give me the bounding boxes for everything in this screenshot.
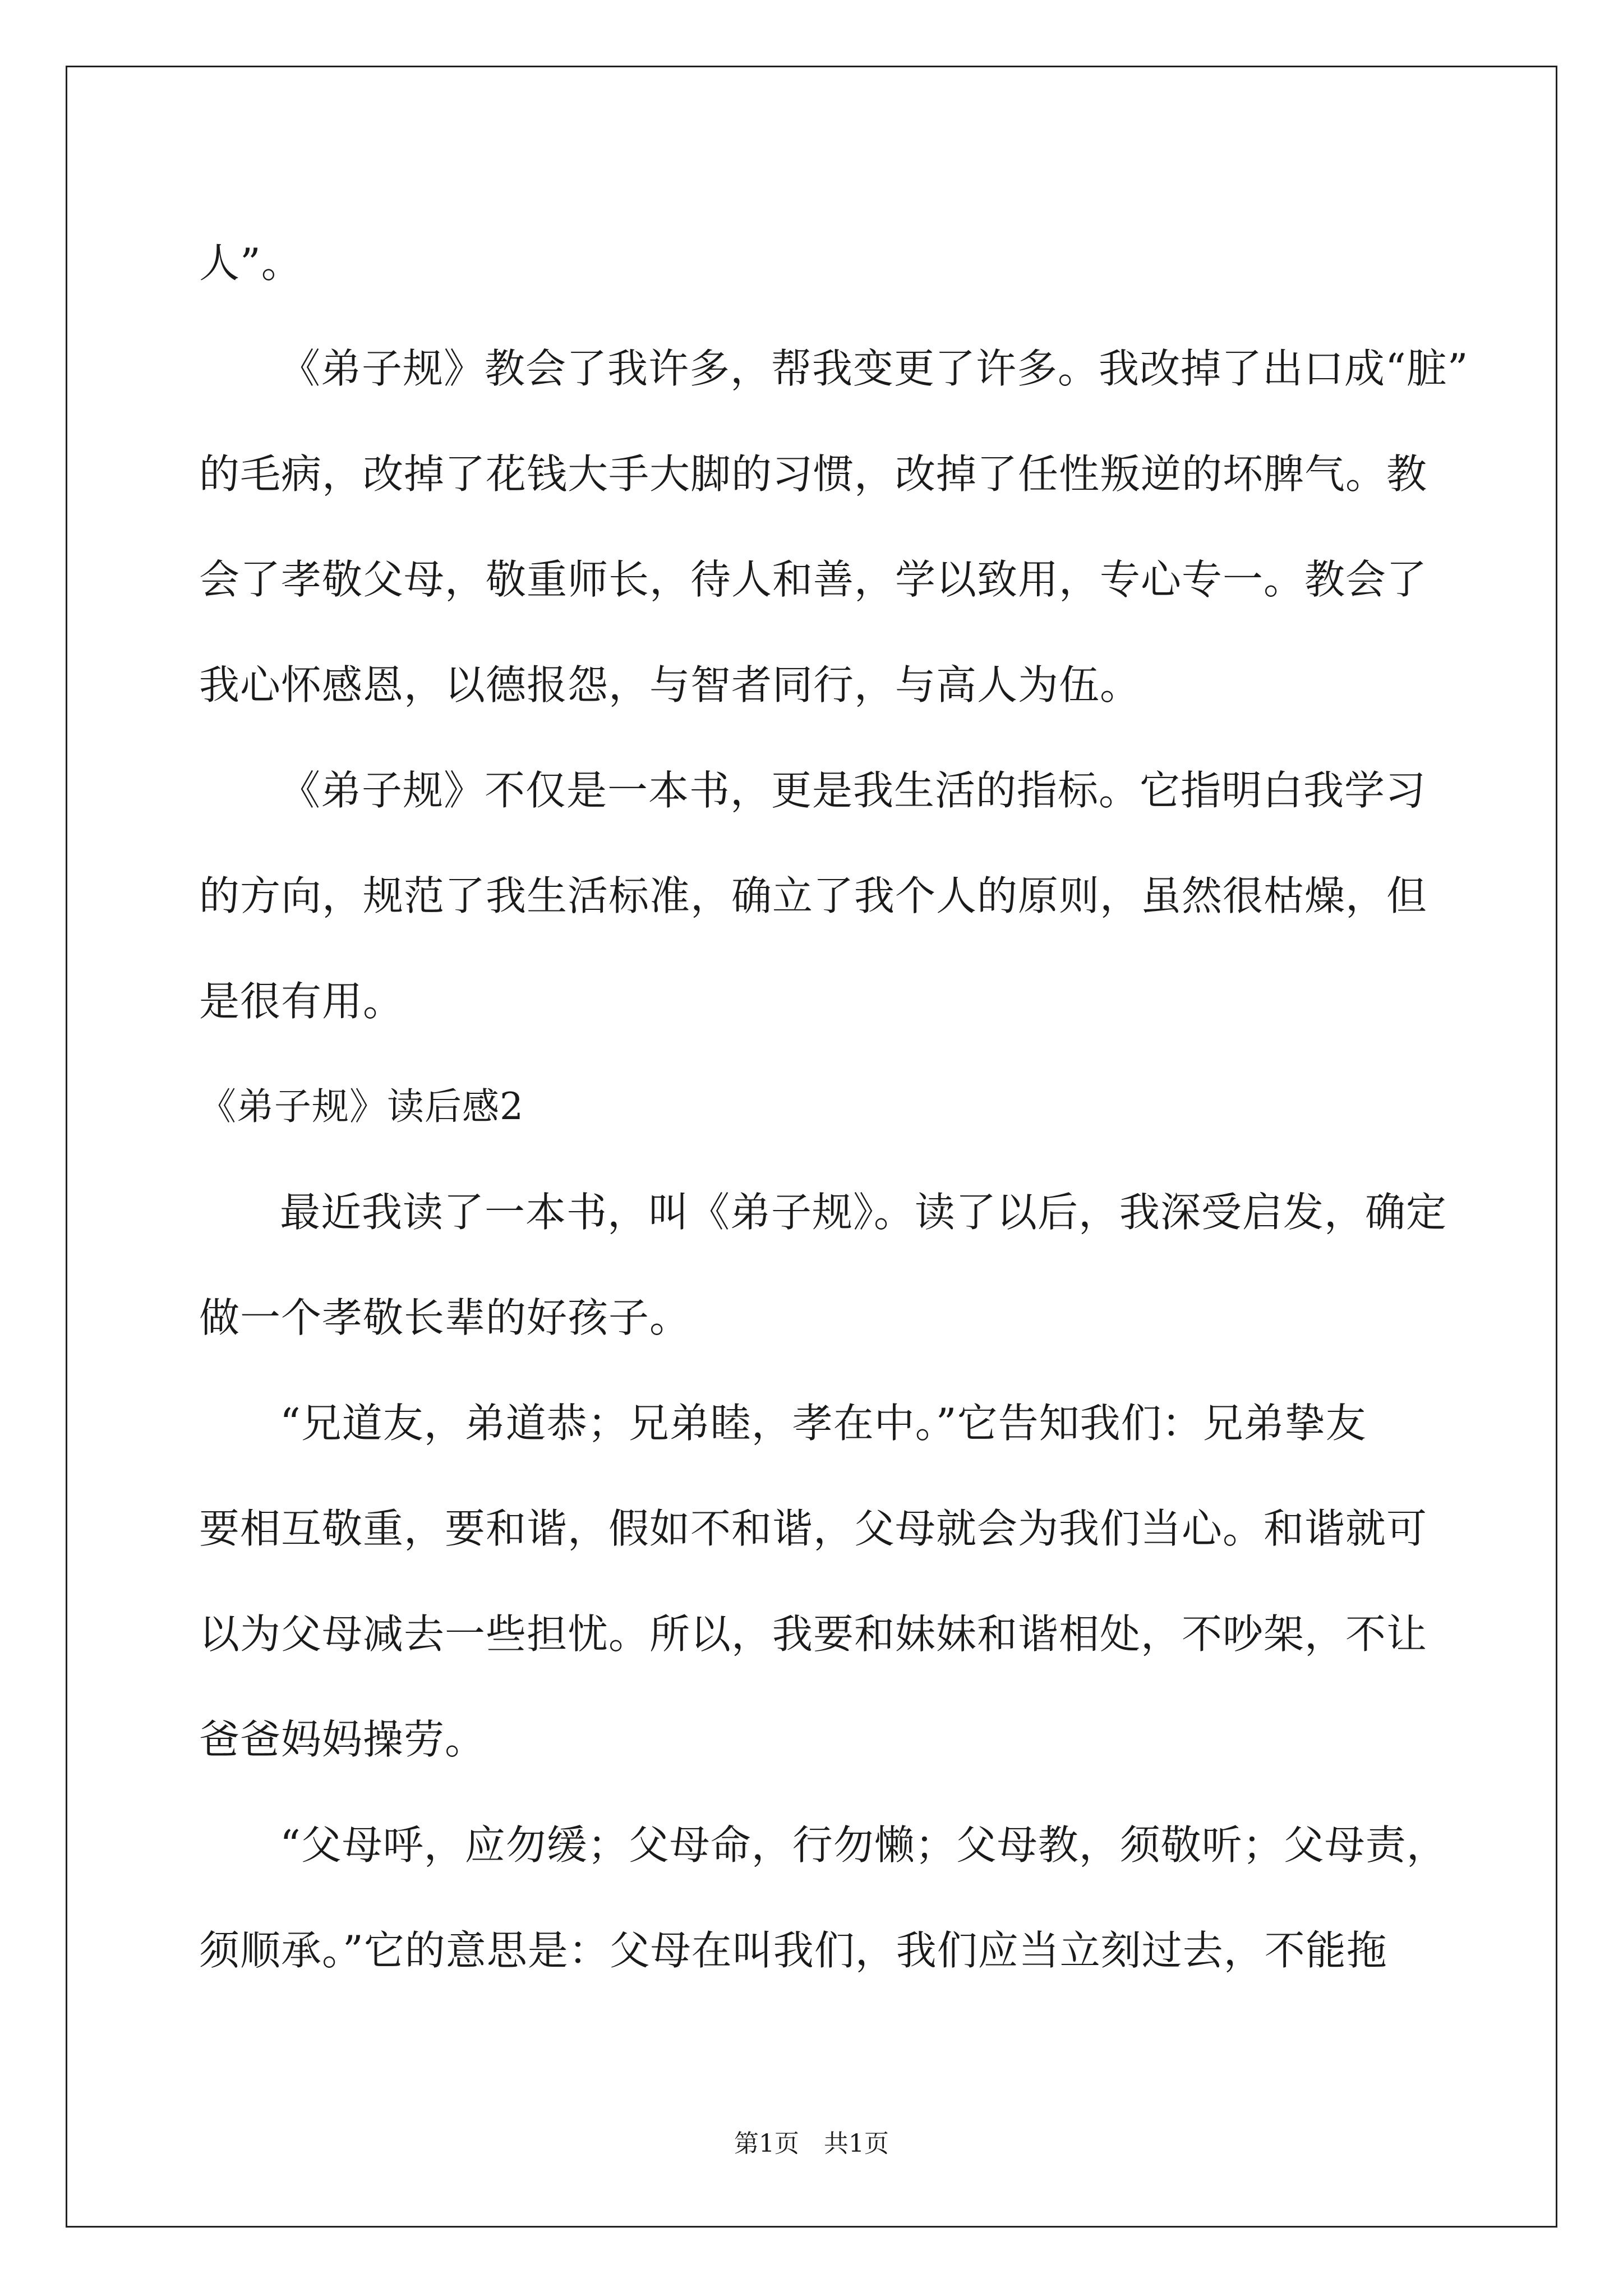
page-number: 第1页	[734, 2129, 799, 2158]
paragraph-start: 最近我读了一本书，叫《弟子规》。读了以后，我深受启发，确定	[280, 1189, 1447, 1236]
text-line: 我心怀感恩，以德报怨，与智者同行，与高人为伍。	[199, 661, 1141, 708]
text-line: 以为父母减去一些担忧。所以，我要和妹妹和谐相处，不吵架，不让	[199, 1611, 1428, 1658]
page-total: 共1页	[824, 2129, 889, 2158]
text-line: 的方向，规范了我生活标准，确立了我个人的原则，虽然很枯燥，但	[199, 872, 1428, 919]
paragraph-start: 《弟子规》不仅是一本书，更是我生活的指标。它指明白我学习	[280, 767, 1427, 814]
text-line: 的毛病，改掉了花钱大手大脚的习惯，改掉了任性叛逆的坏脾气。教	[199, 450, 1428, 498]
paragraph-start: “兄道友，弟道恭；兄弟睦，孝在中。”它告知我们：兄弟挚友	[280, 1400, 1367, 1447]
text-line: 爸爸妈妈操劳。	[199, 1716, 486, 1763]
paragraph-start: 《弟子规》教会了我许多，帮我变更了许多。我改掉了出口成“脏”	[280, 345, 1469, 392]
text-line: 做一个孝敬长辈的好孩子。	[199, 1294, 691, 1341]
text-line: 须顺承。”它的意思是：父母在叫我们，我们应当立刻过去，不能拖	[199, 1927, 1387, 1974]
document-body	[199, 210, 1469, 2003]
paragraph-start: “父母呼，应勿缓；父母命，行勿懒；父母教，须敬听；父母责，	[280, 1821, 1447, 1869]
page-footer	[0, 2127, 1623, 2161]
text-line: 要相互敬重，要和谐，假如不和谐，父母就会为我们当心。和谐就可	[199, 1505, 1428, 1552]
text-line: 会了孝敬父母，敬重师长，待人和善，学以致用，专心专一。教会了	[199, 556, 1428, 603]
section-heading: 《弟子规》读后感2	[199, 1085, 524, 1128]
text-line: 是很有用。	[199, 978, 404, 1025]
text-line: 人”。	[199, 240, 302, 287]
